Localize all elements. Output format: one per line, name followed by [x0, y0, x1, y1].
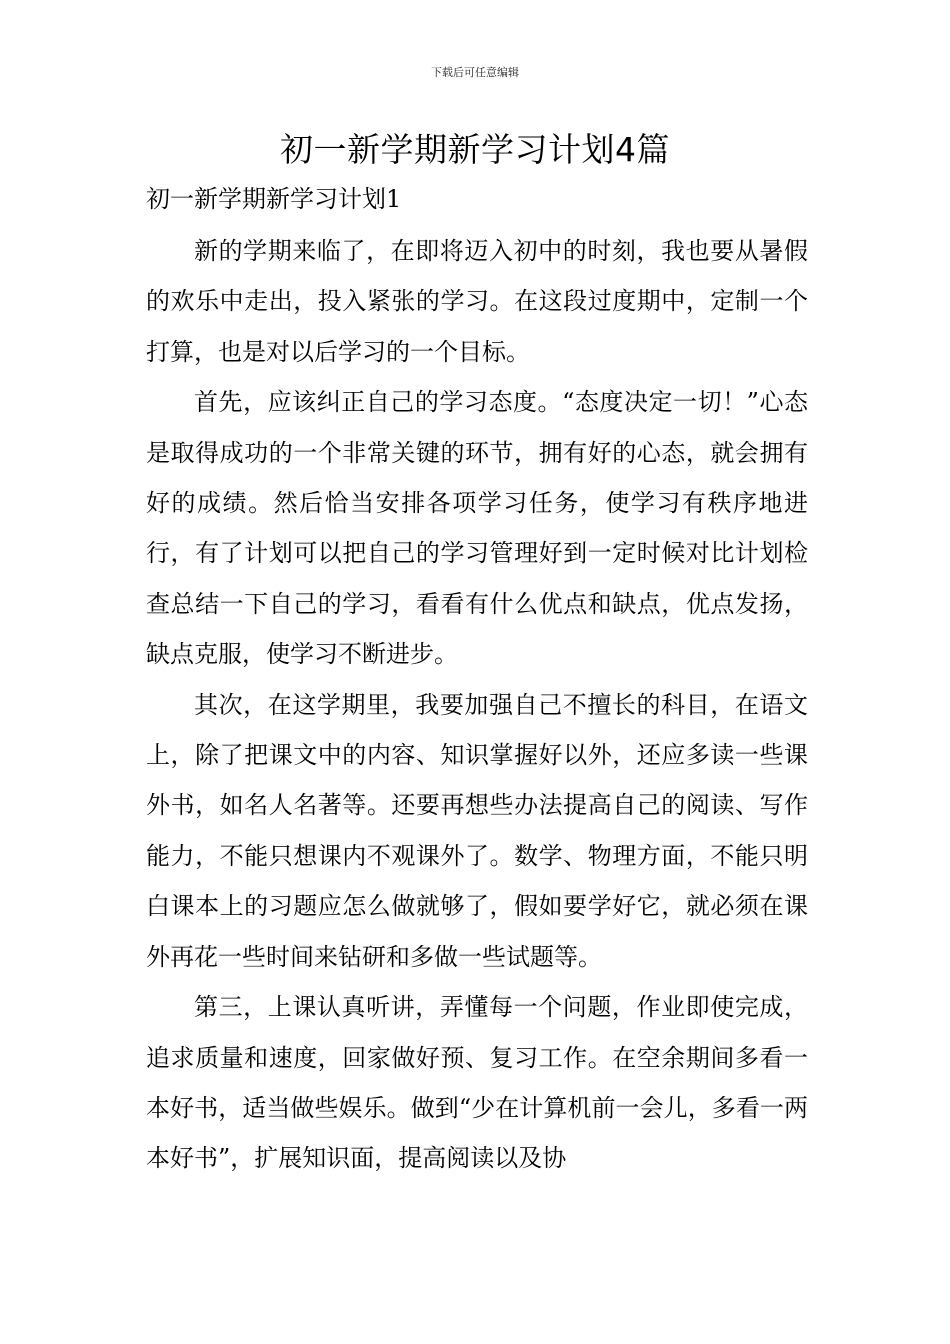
paragraph-3: 其次，在这学期里，我要加强自己不擅长的科目，在语文上，除了把课文中的内容、知识掌握好以外，还应多读一些课外书，如名人名著等。还要再想些办法提高自己的阅读、写作能力，不能只想课内不观课外了。数学、物理方面，不能只明白课本上的习题应怎么做就够了，假如要学好它，就必须在课外再花一些时间来钻研和多做一些试题等。: [146, 690, 808, 971]
header-note: 下载后可任意编辑: [431, 66, 519, 79]
paragraph-1: 新的学期来临了，在即将迈入初中的时刻，我也要从暑假的欢乐中走出，投入紧张的学习。在这段过度期中，定制一个打算，也是对以后学习的一个目标。: [146, 237, 808, 366]
paragraph-4: 第三，上课认真听讲，弄懂每一个问题，作业即使完成，追求质量和速度，回家做好预、复习工作。在空余期间多看一本好书，适当做些娱乐。做到“少在计算机前一会儿，多看一两本好书”，扩展知识面，提高阅读以及协: [146, 993, 808, 1173]
document-title: 初一新学期新学习计划4篇: [280, 130, 670, 169]
section-title: 初一新学期新学习计划1: [146, 185, 402, 213]
paragraph-2: 首先，应该纠正自己的学习态度。“态度决定一切！”心态是取得成功的一个非常关键的环节，拥有好的心态，就会拥有好的成绩。然后恰当安排各项学习任务，使学习有秩序地进行，有了计划可以把自己的学习管理好到一定时候对比计划检查总结一下自己的学习，看看有什么优点和缺点，优点发扬，缺点克服，使学习不断进步。: [146, 388, 808, 669]
document-body: [146, 226, 808, 1184]
